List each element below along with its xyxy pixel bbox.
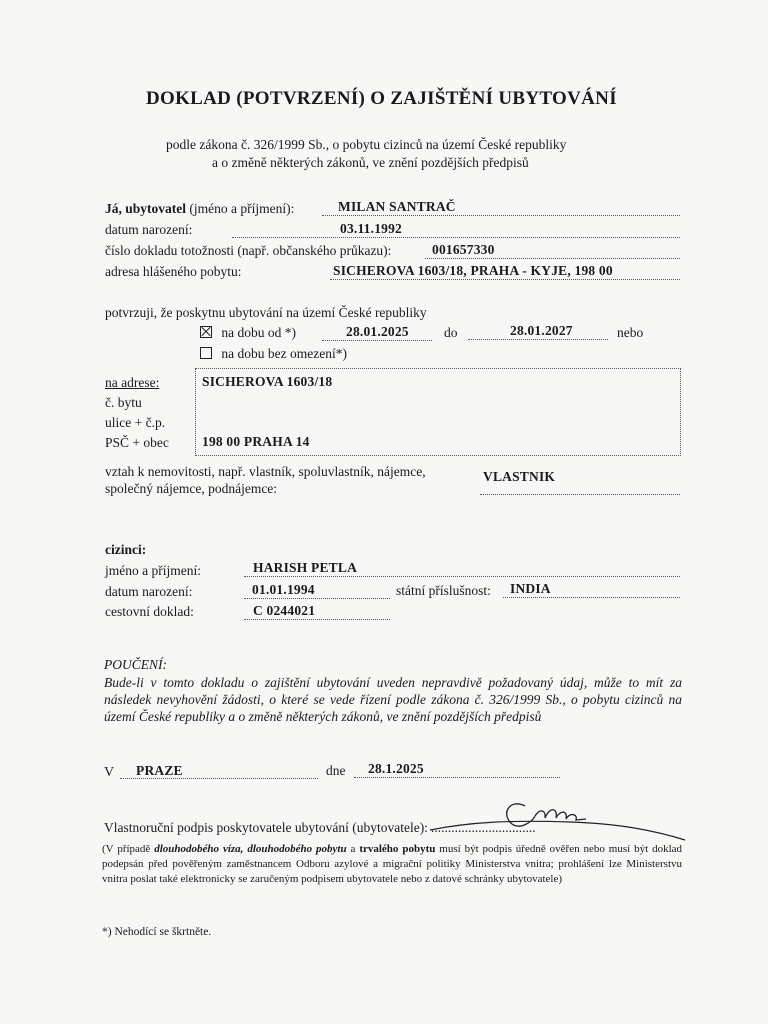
- footnote-pre: (V případě: [102, 843, 155, 855]
- strike-note: *) Nehodící se škrtněte.: [102, 926, 212, 938]
- notice-text: Bude-li v tomto dokladu o zajištění ubytování uveden nepravdivě požadovaný údaj, může to mít za následek nevyhovění žádosti, o které se vede řízení podle zákona č. 326/1999 Sb., o pobytu cizinců na území České republiky a o změně některých zákonů, ve znění pozdějších předpisů: [104, 675, 682, 724]
- place-date-value[interactable]: 28.1.2025: [368, 761, 424, 776]
- host-label-bold: Já, ubytovatel: [105, 201, 186, 216]
- relation-value[interactable]: VLASTNIK: [483, 469, 556, 484]
- signature-dots: ...............................: [430, 820, 536, 835]
- place-in-label: V: [104, 765, 115, 780]
- host-address-line: [330, 279, 680, 280]
- place-city-line: [120, 778, 318, 779]
- foreigner-nationality-value[interactable]: INDIA: [510, 581, 551, 596]
- document-title: DOKLAD (POTVRZENÍ) O ZAJIŠTĚNÍ UBYTOVÁNÍ: [146, 88, 617, 109]
- relation-label-1: vztah k nemovitosti, např. vlastník, spoluvlastník, nájemce,: [105, 464, 426, 479]
- checkbox-checked-icon[interactable]: [200, 326, 212, 338]
- footnote-mid: a: [346, 843, 360, 855]
- period-from-line: [322, 340, 432, 341]
- host-address-value[interactable]: SICHEROVA 1603/18, PRAHA - KYJE, 198 00: [333, 263, 613, 278]
- foreigner-dob-label: datum narození:: [105, 584, 193, 599]
- period-from-value[interactable]: 28.01.2025: [346, 324, 409, 339]
- foreigner-dob-line: [244, 598, 390, 599]
- host-name-value[interactable]: MILAN SANTRAČ: [338, 199, 456, 214]
- period-to-line: [468, 339, 608, 340]
- notice-heading: POUČENÍ:: [104, 657, 167, 672]
- host-label-rest: (jméno a příjmení):: [186, 201, 295, 216]
- address-street-label: ulice + č.p.: [105, 415, 166, 430]
- period-option-fixed[interactable]: [200, 325, 296, 341]
- confirm-text: potvrzuji, že poskytnu ubytování na území České republiky: [105, 305, 427, 320]
- host-name-label: [105, 201, 294, 217]
- period-to-label: do: [444, 325, 458, 340]
- period-option-unlimited[interactable]: [200, 346, 347, 362]
- host-id-value[interactable]: 001657330: [432, 242, 495, 257]
- address-street-value[interactable]: SICHEROVA 1603/18: [202, 374, 333, 389]
- foreigner-nationality-label: státní příslušnost:: [396, 583, 491, 598]
- address-title-label: na adrese:: [105, 375, 160, 390]
- foreigner-dob-value[interactable]: 01.01.1994: [252, 582, 315, 597]
- host-id-label: číslo dokladu totožnosti (např. občanského průkazu):: [105, 243, 392, 258]
- footnote-post: musí být podpis úředně ověřen nebo musí být doklad podepsán před pověřeným zaměstnancem Odboru azylové a migrační politiky Ministerstva vnitra; prohlášení lze Ministerstvu vnitra poslat také elektronicky se zaručeným podpisem ubytovatele nebo z datové schránky ubytovatele): [102, 843, 683, 885]
- foreigner-name-value[interactable]: HARISH PETLA: [253, 560, 358, 575]
- foreigner-nationality-line: [503, 597, 680, 598]
- host-id-line: [425, 258, 680, 259]
- foreigner-passport-label: cestovní doklad:: [105, 604, 194, 619]
- place-date-label: dne: [326, 763, 346, 778]
- footnote-bold-visa: dlouhodobého víza, dlouhodobého pobytu: [154, 843, 347, 855]
- host-address-label: adresa hlášeného pobytu:: [105, 264, 242, 279]
- period-option1-label: na dobu od *): [221, 325, 296, 340]
- period-or-label: nebo: [617, 325, 644, 340]
- foreigner-passport-value[interactable]: C 0244021: [253, 603, 316, 618]
- address-city-label: PSČ + obec: [105, 435, 169, 450]
- foreigner-heading: cizinci:: [105, 542, 147, 557]
- period-option2-label: na dobu bez omezení*): [221, 346, 347, 361]
- place-city-value[interactable]: PRAZE: [136, 763, 183, 778]
- foreigner-name-label: jméno a příjmení:: [105, 563, 201, 578]
- footnote-bold-permanent: trvalého pobytu: [359, 843, 436, 855]
- host-name-line: [322, 215, 680, 216]
- host-dob-value[interactable]: 03.11.1992: [340, 221, 403, 236]
- period-to-value[interactable]: 28.01.2027: [510, 323, 573, 338]
- checkbox-empty-icon[interactable]: [200, 347, 212, 359]
- footnote-text: [102, 842, 682, 887]
- relation-label-2: společný nájemce, podnájemce:: [105, 481, 278, 496]
- signature-label-text: Vlastnoruční podpis poskytovatele ubytování (ubytovatele):: [104, 820, 428, 835]
- relation-line: [480, 494, 680, 495]
- foreigner-passport-line: [244, 619, 390, 620]
- subtitle-line-2: a o změně některých zákonů, ve znění pozdějších předpisů: [212, 155, 529, 170]
- address-city-value[interactable]: 198 00 PRAHA 14: [202, 434, 310, 449]
- host-dob-label: datum narození:: [105, 222, 193, 237]
- place-date-line: [354, 777, 560, 778]
- subtitle-line-1: podle zákona č. 326/1999 Sb., o pobytu cizinců na území České republiky: [166, 137, 567, 152]
- host-dob-line: [232, 237, 680, 238]
- foreigner-name-line: [244, 576, 680, 577]
- address-flat-label: č. bytu: [105, 395, 142, 410]
